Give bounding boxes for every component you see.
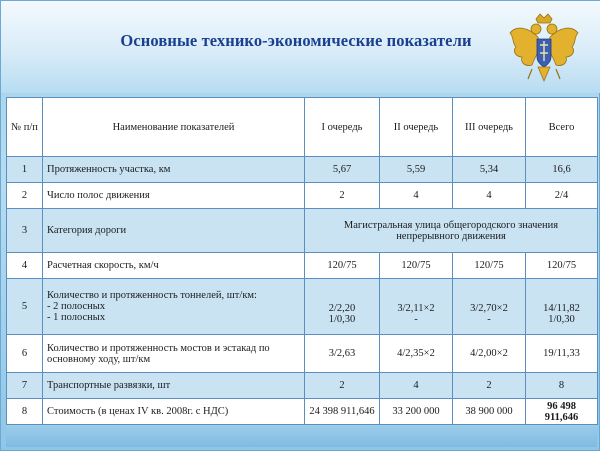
row-q3: 2 [453, 373, 526, 399]
row-name: Транспортные развязки, шт [43, 373, 305, 399]
row-q2: 120/75 [380, 253, 453, 279]
slide-title: Основные технико-экономические показатели [120, 31, 472, 50]
row-q3: 5,34 [453, 157, 526, 183]
row-q1: 5,67 [305, 157, 380, 183]
row-q3: 4/2,00×2 [453, 335, 526, 373]
row-q1: 2 [305, 183, 380, 209]
row-q1 [305, 279, 380, 335]
row-total: 16,6 [526, 157, 598, 183]
row-q1: 24 398 911,646 [305, 399, 380, 425]
header-q1: I очередь [305, 98, 380, 157]
row-num: 4 [7, 253, 43, 279]
row-name-line3: - 1 полосных [47, 312, 106, 323]
row-name: Стоимость (в ценах IV кв. 2008г. с НДС) [43, 399, 305, 425]
row-num: 5 [7, 279, 43, 335]
row-total: 120/75 [526, 253, 598, 279]
row-q3-b: - [487, 313, 491, 325]
row-q1-b: 1/0,30 [328, 313, 356, 325]
table-row [7, 253, 598, 279]
row-total: 96 498 911,646 [526, 399, 598, 425]
row-total: 8 [526, 373, 598, 399]
table-row [7, 209, 598, 253]
row-name: Расчетная скорость, км/ч [43, 253, 305, 279]
header-name: Наименование показателей [43, 98, 305, 157]
table-row [7, 157, 598, 183]
row-num: 2 [7, 183, 43, 209]
row-name: Категория дороги [43, 209, 305, 253]
header-q2: II очередь [380, 98, 453, 157]
slide-header [1, 1, 600, 93]
row-name-line2: - 2 полосных [47, 301, 106, 312]
row-q3: 120/75 [453, 253, 526, 279]
row-q1: 120/75 [305, 253, 380, 279]
row-name: Количество и протяженность мостов и эстакад по основному ходу, шт/км [43, 335, 305, 373]
row-q3: 4 [453, 183, 526, 209]
row-q2-b: - [414, 313, 418, 325]
table-row [7, 335, 598, 373]
indicators-table [6, 97, 598, 425]
row-q2: 4 [380, 373, 453, 399]
table-row [7, 183, 598, 209]
row-name: Число полос движения [43, 183, 305, 209]
row-q2: 4 [380, 183, 453, 209]
row-q3: 38 900 000 [453, 399, 526, 425]
row-q1-a: 2/2,20 [328, 302, 356, 314]
header-q3: III очередь [453, 98, 526, 157]
header-total: Всего [526, 98, 598, 157]
row-name [43, 279, 305, 335]
row-name: Протяженность участка, км [43, 157, 305, 183]
table-header-row [7, 98, 598, 157]
table-row [7, 373, 598, 399]
row-total-a: 14/11,82 [543, 302, 580, 314]
row-num: 7 [7, 373, 43, 399]
row-q2: 5,59 [380, 157, 453, 183]
row-q2 [380, 279, 453, 335]
row-q3 [453, 279, 526, 335]
row-num: 3 [7, 209, 43, 253]
row-total-b: 1/0,30 [548, 313, 575, 325]
row-q1: 3/2,63 [305, 335, 380, 373]
double-headed-eagle-emblem [508, 13, 580, 87]
table-row [7, 399, 598, 425]
row-total: 19/11,33 [526, 335, 598, 373]
row-q2: 33 200 000 [380, 399, 453, 425]
row-total [526, 279, 598, 335]
row-num: 6 [7, 335, 43, 373]
row-q3-a: 3/2,70×2 [470, 302, 508, 314]
header-num: № п/п [7, 98, 43, 157]
row-total: 2/4 [526, 183, 598, 209]
footer-band [6, 425, 597, 447]
row-num: 8 [7, 399, 43, 425]
row-merged-value: Магистральная улица общегородского значения непрерывного движения [305, 209, 598, 253]
row-name-line1: Количество и протяженность тоннелей, шт/км: [47, 290, 257, 301]
row-num: 1 [7, 157, 43, 183]
row-q2: 4/2,35×2 [380, 335, 453, 373]
table-row [7, 279, 598, 335]
row-q1: 2 [305, 373, 380, 399]
row-q2-a: 3/2,11×2 [397, 302, 435, 314]
